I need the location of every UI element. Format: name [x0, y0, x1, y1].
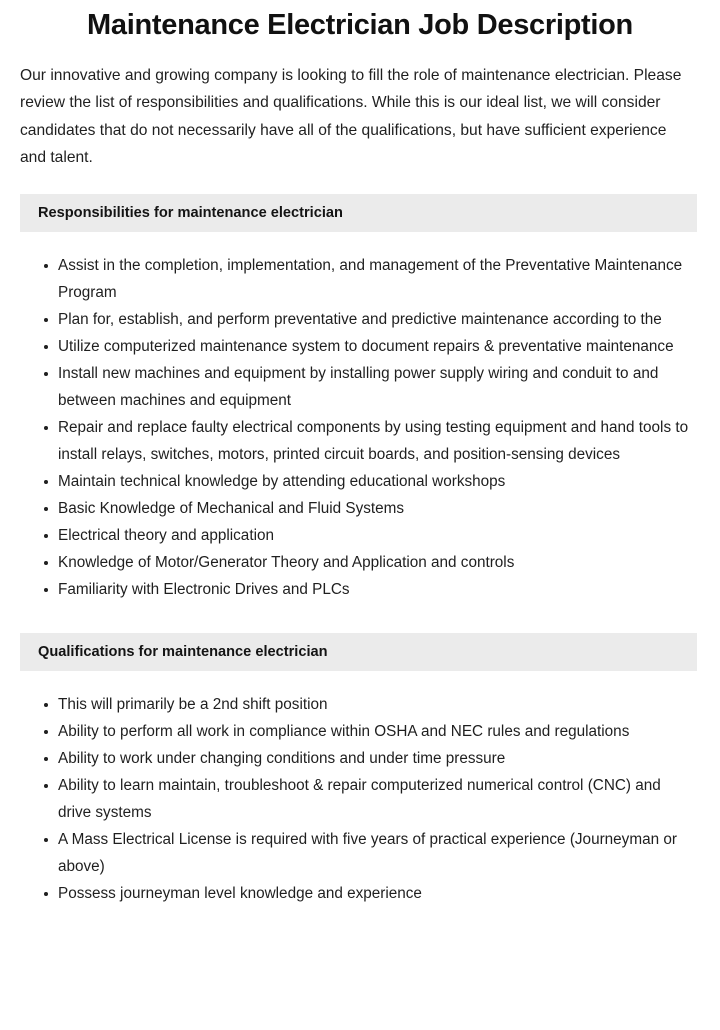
section-responsibilities: [0, 194, 720, 603]
list-item: Familiarity with Electronic Drives and PLCs: [0, 576, 720, 603]
list-item: Ability to learn maintain, troubleshoot & repair computerized numerical control (CNC) and drive systems: [0, 772, 720, 826]
list-item: Assist in the completion, implementation, and management of the Preventative Maintenance Program: [0, 252, 720, 306]
list-item: Knowledge of Motor/Generator Theory and Application and controls: [0, 549, 720, 576]
section-heading-qualifications: Qualifications for maintenance electrician: [20, 633, 697, 671]
list-item: Utilize computerized maintenance system to document repairs & preventative maintenance: [0, 333, 720, 360]
section-heading-responsibilities: Responsibilities for maintenance electrician: [20, 194, 697, 232]
list-item: Ability to work under changing conditions and under time pressure: [0, 745, 720, 772]
list-item: Basic Knowledge of Mechanical and Fluid Systems: [0, 495, 720, 522]
responsibilities-list: [0, 232, 720, 603]
list-item: Maintain technical knowledge by attending educational workshops: [0, 468, 720, 495]
list-item: Install new machines and equipment by installing power supply wiring and conduit to and between machines and equipment: [0, 360, 720, 414]
list-item: Ability to perform all work in compliance within OSHA and NEC rules and regulations: [0, 718, 720, 745]
section-qualifications: [0, 633, 720, 907]
list-item: Electrical theory and application: [0, 522, 720, 549]
list-item: This will primarily be a 2nd shift position: [0, 691, 720, 718]
list-item: Plan for, establish, and perform preventative and predictive maintenance according to the: [0, 306, 720, 333]
list-item: A Mass Electrical License is required with five years of practical experience (Journeyman or above): [0, 826, 720, 880]
list-item: Repair and replace faulty electrical components by using testing equipment and hand tools to install relays, switches, motors, printed circuit boards, and position-sensing devices: [0, 414, 720, 468]
page-title: Maintenance Electrician Job Description: [87, 9, 633, 41]
intro-paragraph: Our innovative and growing company is looking to fill the role of maintenance electrician. Please review the list of responsibilities and qualifications. While this is our ideal list, we will consider candidates that do not necessarily have all of the qualifications, but have sufficient experience and talent.: [20, 66, 682, 167]
list-item: Possess journeyman level knowledge and experience: [0, 880, 720, 907]
qualifications-list: [0, 671, 720, 907]
